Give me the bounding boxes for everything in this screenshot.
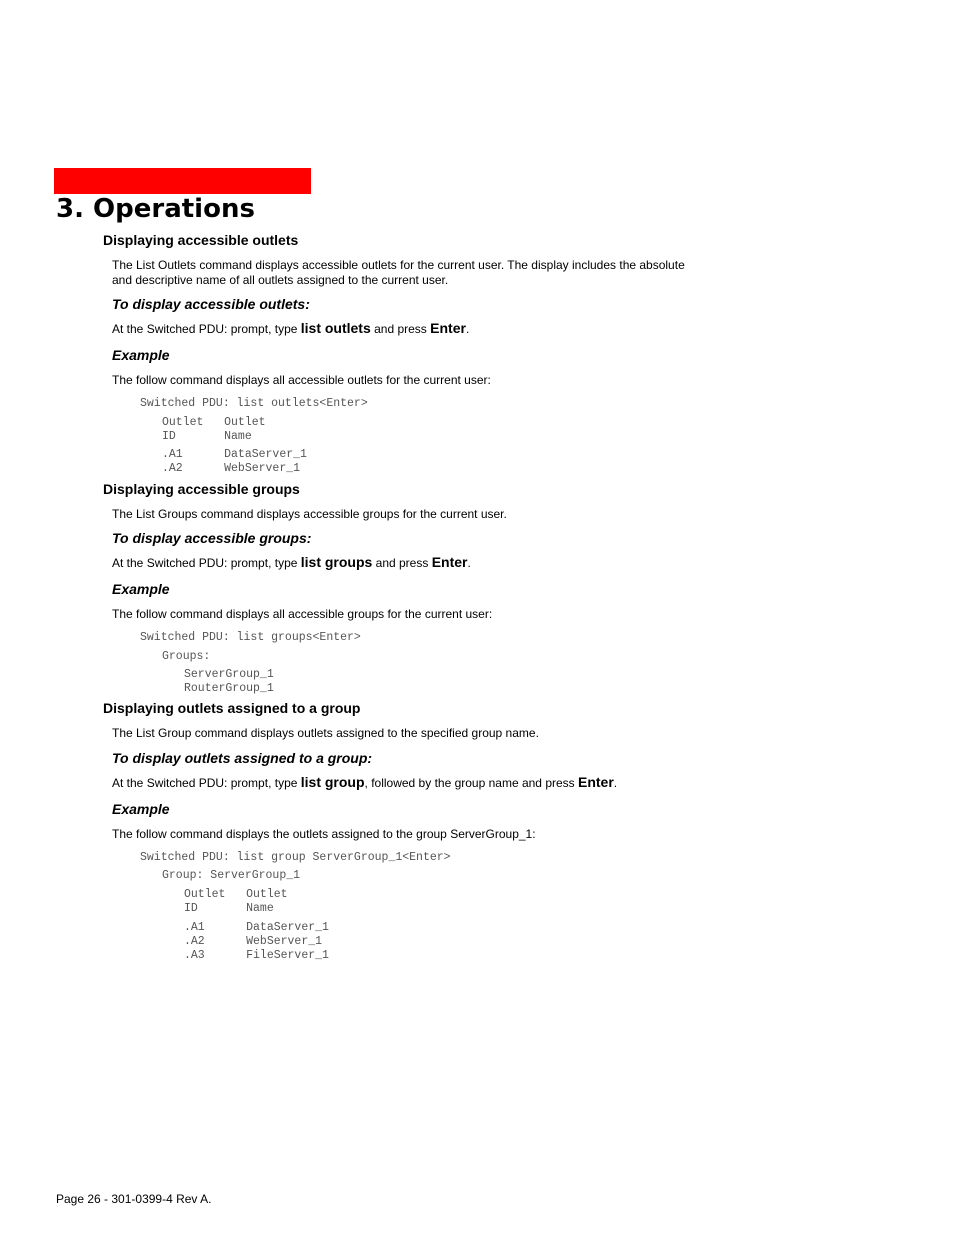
code-groups-label: Groups: [162,650,211,663]
example-title-group: Example [112,801,170,817]
command-text: list groups [300,554,373,570]
section-heading-outlets-in-group: Displaying outlets assigned to a group [103,700,361,716]
intro-line-2: and descriptive name of all outlets assigned to the current user. [112,273,449,287]
chapter-accent-bar [54,168,311,194]
code-row: .A1 DataServer_1 [162,448,307,461]
code-row: .A1 DataServer_1 [184,921,329,934]
code-header-line: ID Name [162,430,252,443]
intro-group: The List Group command displays outlets assigned to the specified group name. [112,726,539,740]
section-heading-accessible-outlets: Displaying accessible outlets [103,232,299,248]
intro-line-1: The List Outlets command displays accessible outlets for the current user. The display includes the absolute [112,258,685,272]
instruction-text: At the Switched PDU: prompt, type [112,556,301,570]
code-row: RouterGroup_1 [184,682,274,695]
example-intro-groups: The follow command displays all accessible groups for the current user: [112,607,493,621]
code-row: ServerGroup_1 [184,668,274,681]
instruction-text: . [465,322,470,336]
section-heading-accessible-groups: Displaying accessible groups [103,481,300,497]
instruction-text: At the Switched PDU: prompt, type [112,322,301,336]
code-row: .A3 FileServer_1 [184,949,329,962]
code-group-line: Group: ServerGroup_1 [162,869,301,882]
instruction-outlets [112,321,469,337]
page-footer: Page 26 - 301-0399-4 Rev A. [56,1192,212,1206]
instruction-text: and press [372,556,432,570]
procedure-title-group: To display outlets assigned to a group: [112,750,373,766]
instruction-text: At the Switched PDU: prompt, type [112,776,301,790]
instruction-text: . [613,776,618,790]
instruction-group [112,775,617,791]
code-prompt-line: Switched PDU: list group ServerGroup_1<Enter> [140,851,451,864]
key-text: Enter [431,554,468,570]
procedure-title-outlets: To display accessible outlets: [112,296,310,312]
code-row: .A2 WebServer_1 [162,462,301,475]
example-intro-group: The follow command displays the outlets assigned to the group ServerGroup_1: [112,827,536,841]
example-title-outlets: Example [112,347,170,363]
key-text: Enter [430,320,466,336]
procedure-title-groups: To display accessible groups: [112,530,312,546]
code-row: .A2 WebServer_1 [184,935,323,948]
code-header-line: Outlet Outlet [184,888,288,901]
command-text: list group [300,774,365,790]
code-header-line: Outlet Outlet [162,416,266,429]
code-header-line: ID Name [184,902,274,915]
intro-groups: The List Groups command displays accessible groups for the current user. [112,507,507,521]
instruction-text: , followed by the group name and press [364,776,578,790]
example-title-groups: Example [112,581,170,597]
instruction-text: and press [370,322,431,336]
chapter-title: 3. Operations [56,194,255,224]
code-prompt-line: Switched PDU: list groups<Enter> [140,631,361,644]
key-text: Enter [578,774,614,790]
instruction-text: . [467,556,471,570]
instruction-groups [112,555,471,571]
example-intro-outlets: The follow command displays all accessible outlets for the current user: [112,373,491,387]
command-text: list outlets [300,320,371,336]
code-prompt-line: Switched PDU: list outlets<Enter> [140,397,368,410]
